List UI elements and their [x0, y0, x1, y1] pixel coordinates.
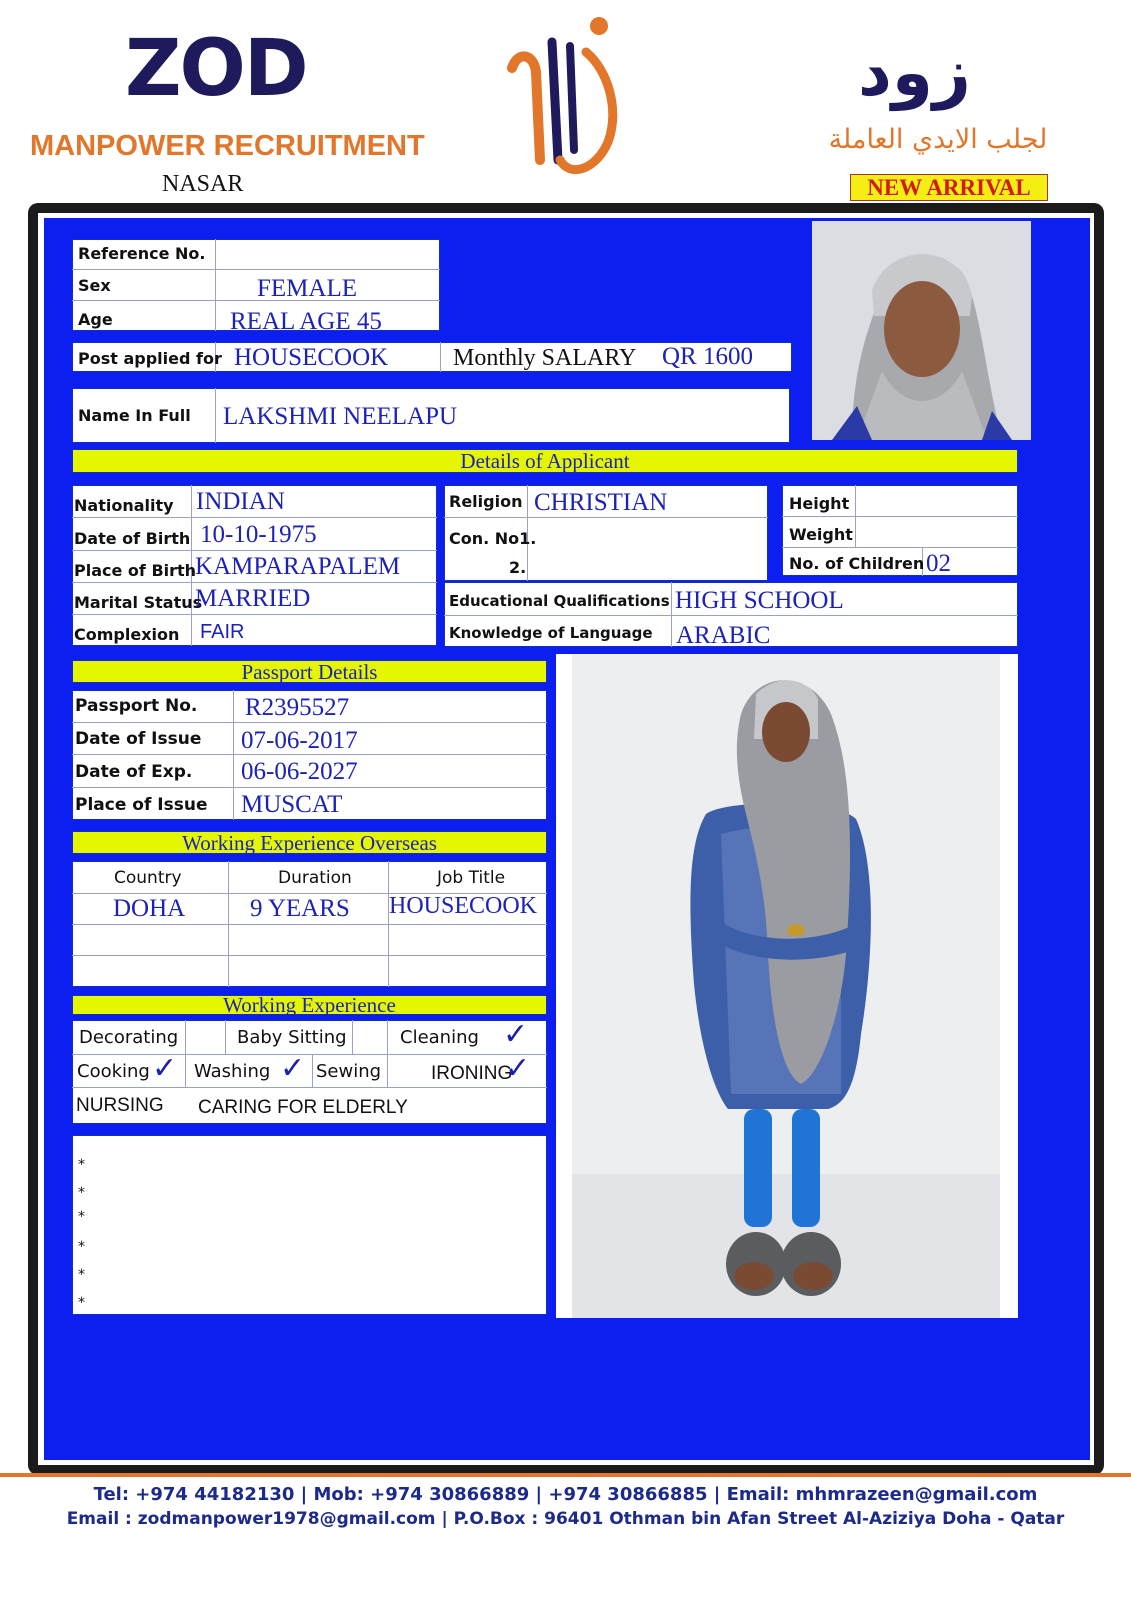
arabic-brand: زود	[858, 34, 971, 111]
weight-label: Weight	[789, 525, 853, 544]
religion-label: Religion	[449, 492, 523, 511]
age-value: REAL AGE 45	[230, 308, 382, 335]
details-title-bar: Details of Applicant	[72, 449, 1018, 473]
skill-nursing-label: NURSING	[76, 1095, 164, 1116]
skill-cooking-label: Cooking	[77, 1061, 150, 1082]
dob-value: 10-10-1975	[200, 521, 317, 548]
complexion-value: FAIR	[200, 621, 245, 643]
post-value: HOUSECOOK	[234, 344, 389, 371]
brand-subtitle: MANPOWER RECRUITMENT	[30, 130, 425, 162]
notes-box	[72, 1135, 547, 1315]
footer-divider	[0, 1473, 1131, 1477]
issue-date-label: Date of Issue	[75, 729, 202, 749]
skill-washing-label: Washing	[194, 1061, 271, 1082]
name-value: LAKSHMI NEELAPU	[223, 403, 458, 430]
complexion-label: Complexion	[74, 625, 180, 644]
experience-title-bar: Working Experience	[72, 995, 547, 1015]
company-logo-icon	[500, 10, 640, 185]
note-bullet: *	[78, 1185, 85, 1201]
salary-value: QR 1600	[662, 343, 753, 370]
overseas-header-country: Country	[114, 868, 182, 888]
cleaning-check-icon: ✓	[503, 1017, 529, 1052]
applicant-full-photo	[556, 654, 1018, 1318]
cooking-check-icon: ✓	[152, 1051, 178, 1086]
note-bullet: *	[78, 1295, 85, 1311]
applicant-portrait-photo	[812, 221, 1031, 440]
brand-wordmark: ZOD	[125, 24, 307, 114]
agent-name: NASAR	[162, 171, 244, 197]
footer-address-line: Email : zodmanpower1978@gmail.com | P.O.Box : 96401 Othman bin Afan Street Al-Aziziya Doha - Qatar	[66, 1509, 1065, 1529]
skill-sewing-label: Sewing	[316, 1061, 382, 1082]
pob-label: Place of Birth	[74, 561, 197, 580]
issue-date-value: 07-06-2017	[241, 727, 358, 754]
overseas-duration: 9 YEARS	[250, 895, 350, 922]
passport-title-bar: Passport Details	[72, 660, 547, 683]
sex-value: FEMALE	[257, 275, 357, 302]
overseas-country: DOHA	[113, 895, 186, 922]
skill-ironing-label: IRONING	[431, 1063, 513, 1084]
marital-value: MARRIED	[195, 585, 311, 612]
note-bullet: *	[78, 1209, 85, 1225]
note-bullet: *	[78, 1239, 85, 1255]
skill-elderly-care-label: CARING FOR ELDERLY	[198, 1097, 408, 1118]
dob-label: Date of Birth	[74, 529, 191, 548]
ironing-check-icon: ✓	[505, 1051, 531, 1086]
education-value: HIGH SCHOOL	[675, 587, 844, 614]
reference-label: Reference No.	[78, 244, 206, 263]
religion-value: CHRISTIAN	[534, 489, 668, 516]
language-label: Knowledge of Language	[449, 624, 653, 642]
passport-no-label: Passport No.	[75, 696, 198, 716]
footer-contact-line: Tel: +974 44182130 | Mob: +974 30866889 | +974 30866885 | Email: mhmrazeen@gmail.com	[93, 1484, 1038, 1505]
name-label: Name In Full	[78, 406, 191, 425]
pob-value: KAMPARAPALEM	[195, 553, 401, 580]
skill-decorating-label: Decorating	[79, 1027, 179, 1048]
nationality-label: Nationality	[74, 496, 174, 515]
washing-check-icon: ✓	[280, 1051, 306, 1086]
children-value: 02	[926, 550, 951, 577]
new-arrival-badge: NEW ARRIVAL	[850, 174, 1048, 201]
children-label: No. of Children	[789, 554, 925, 573]
note-bullet: *	[78, 1267, 85, 1283]
age-label: Age	[78, 310, 113, 329]
overseas-title-bar: Working Experience Overseas	[72, 831, 547, 854]
contact1-label: Con. No1.	[449, 529, 537, 548]
expiry-date-label: Date of Exp.	[75, 762, 193, 782]
height-label: Height	[789, 494, 850, 513]
overseas-header-job: Job Title	[437, 868, 506, 888]
arabic-subtitle: لجلب الايدي العاملة	[828, 124, 1048, 155]
nationality-value: INDIAN	[196, 488, 285, 515]
language-value: ARABIC	[676, 622, 771, 649]
post-label: Post applied for	[78, 349, 222, 368]
education-label: Educational Qualifications	[449, 592, 670, 610]
skill-cleaning-label: Cleaning	[400, 1027, 479, 1048]
overseas-job: HOUSECOOK	[389, 893, 538, 919]
skill-babysitting-label: Baby Sitting	[237, 1027, 347, 1048]
expiry-date-value: 06-06-2027	[241, 758, 358, 785]
contact2-label: 2.	[509, 558, 527, 577]
note-bullet: *	[78, 1157, 85, 1173]
salary-label: Monthly SALARY	[453, 345, 637, 371]
issue-place-value: MUSCAT	[241, 791, 343, 818]
sex-label: Sex	[78, 276, 111, 295]
overseas-header-duration: Duration	[278, 868, 352, 888]
marital-label: Marital Status	[74, 593, 203, 612]
issue-place-label: Place of Issue	[75, 795, 208, 815]
passport-no-value: R2395527	[245, 694, 350, 721]
